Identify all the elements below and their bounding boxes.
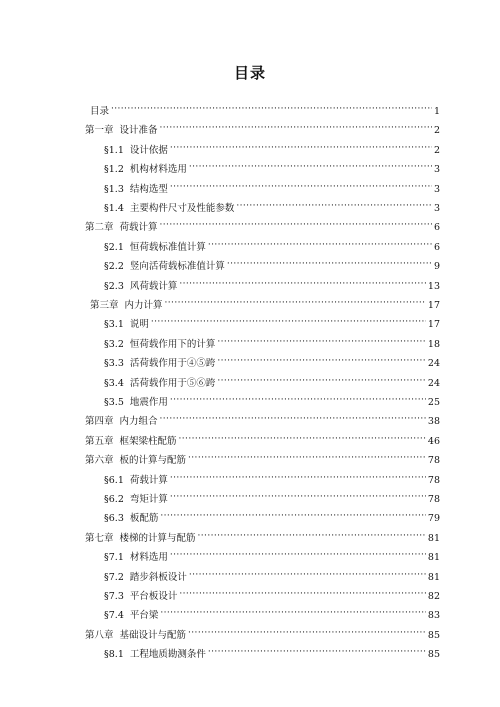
toc-page-number: 18 bbox=[427, 338, 440, 350]
dot-leader bbox=[170, 180, 432, 192]
toc-entry-number: §7.2 bbox=[104, 571, 124, 583]
toc-entry-label bbox=[104, 203, 234, 215]
toc-entry-text: 说明 bbox=[129, 319, 149, 331]
toc-entry-text: 主要构件尺寸及性能参数 bbox=[129, 203, 235, 214]
dot-leader bbox=[179, 587, 426, 599]
dot-leader bbox=[170, 393, 426, 405]
toc-entry-label bbox=[104, 184, 168, 196]
toc-page-number: 38 bbox=[427, 416, 440, 428]
toc-entry-text: 结构选型 bbox=[129, 183, 168, 195]
toc-page-number: 2 bbox=[433, 144, 440, 156]
toc-entry-number: §8.1 bbox=[104, 649, 124, 661]
dot-leader bbox=[188, 626, 426, 638]
toc-entry-label bbox=[104, 261, 225, 273]
dot-leader bbox=[160, 412, 426, 424]
dot-leader bbox=[170, 490, 426, 502]
toc-entry-text: 弯矩计算 bbox=[129, 494, 168, 505]
dot-leader bbox=[217, 335, 426, 347]
toc-chapter-entry[interactable] bbox=[85, 432, 440, 448]
toc-page-number: 78 bbox=[427, 474, 440, 486]
toc-section-entry[interactable] bbox=[104, 315, 440, 331]
dot-leader bbox=[170, 471, 426, 483]
dot-leader bbox=[188, 451, 426, 463]
toc-section-entry[interactable] bbox=[104, 548, 440, 564]
toc-entry-number: §1.4 bbox=[104, 203, 124, 214]
toc-entry-text: 活荷载作用于⑤⑥跨 bbox=[129, 377, 216, 389]
toc-chapter-entry[interactable] bbox=[85, 121, 440, 137]
toc-page-number: 81 bbox=[427, 571, 440, 583]
toc-entry-number: §3.1 bbox=[104, 319, 124, 331]
toc-entry-label bbox=[104, 552, 168, 564]
toc-chapter-entry[interactable] bbox=[85, 218, 440, 234]
toc-entry-number: §2.3 bbox=[104, 280, 124, 292]
toc-section-entry[interactable] bbox=[104, 393, 440, 409]
toc-entry-number: 第六章 bbox=[85, 455, 114, 467]
toc-section-entry[interactable] bbox=[104, 141, 440, 157]
toc-entry-number: §7.1 bbox=[104, 552, 124, 564]
dot-leader bbox=[160, 121, 432, 133]
toc-entry-label bbox=[104, 242, 206, 254]
toc-entry-text: 踏步斜板设计 bbox=[129, 571, 187, 583]
toc-entry-label bbox=[85, 630, 186, 642]
toc-chapter-entry[interactable] bbox=[85, 451, 440, 467]
dot-leader bbox=[170, 141, 432, 153]
toc-page-number: 3 bbox=[433, 203, 440, 214]
toc-entry-number: §6.2 bbox=[104, 494, 124, 505]
toc-section-entry[interactable] bbox=[104, 238, 440, 254]
toc-page-number: 3 bbox=[433, 164, 440, 176]
toc-entry-text: 风荷载计算 bbox=[129, 280, 178, 292]
toc-section-entry[interactable] bbox=[104, 335, 440, 351]
toc-entry-text: 机构材料选用 bbox=[129, 164, 187, 176]
toc-entry-label bbox=[104, 572, 187, 584]
toc-entry-label bbox=[104, 164, 187, 176]
dot-leader bbox=[170, 548, 426, 560]
dot-leader bbox=[160, 509, 426, 521]
toc-chapter-entry[interactable] bbox=[85, 529, 440, 545]
toc-chapter-entry[interactable] bbox=[90, 102, 440, 118]
toc-entry-label bbox=[104, 494, 168, 506]
toc-section-entry[interactable] bbox=[104, 199, 440, 215]
toc-entry-label bbox=[104, 513, 158, 525]
toc-page-number: 81 bbox=[427, 552, 440, 564]
dot-leader bbox=[217, 374, 426, 386]
dot-leader bbox=[160, 606, 426, 618]
toc-section-entry[interactable] bbox=[104, 568, 440, 584]
toc-entry-label bbox=[90, 300, 163, 312]
dot-leader bbox=[160, 218, 432, 230]
toc-entry-text: 内力计算 bbox=[124, 300, 163, 311]
toc-section-entry[interactable] bbox=[104, 257, 440, 273]
toc-entry-number: 第三章 bbox=[90, 300, 119, 311]
toc-page-number: 85 bbox=[427, 649, 440, 661]
toc-section-entry[interactable] bbox=[104, 277, 440, 293]
toc-page-number: 79 bbox=[427, 513, 440, 525]
toc-section-entry[interactable] bbox=[104, 180, 440, 196]
toc-section-entry[interactable] bbox=[104, 490, 440, 506]
toc-entry-label bbox=[90, 106, 109, 118]
toc-entry-number: §3.2 bbox=[104, 338, 124, 350]
toc-entry-text: 基础设计与配筋 bbox=[119, 629, 187, 641]
dot-leader bbox=[198, 529, 426, 541]
toc-section-entry[interactable] bbox=[104, 374, 440, 390]
toc-entry-number: §6.3 bbox=[104, 513, 124, 525]
toc-page-number: 78 bbox=[427, 455, 440, 467]
toc-entry-text: 平台梁 bbox=[129, 610, 159, 622]
toc-page-number: 25 bbox=[427, 397, 440, 408]
toc-page-number: 85 bbox=[427, 629, 440, 641]
toc-entry-text: 板的计算与配筋 bbox=[119, 455, 187, 467]
toc-entry-number: §7.3 bbox=[104, 591, 124, 602]
dot-leader bbox=[189, 160, 432, 172]
page-title: 目录 bbox=[233, 64, 266, 82]
toc-section-entry[interactable] bbox=[104, 645, 440, 661]
toc-entry-number: §3.4 bbox=[104, 377, 124, 389]
toc-entry-number: §3.5 bbox=[104, 397, 124, 408]
toc-entry-label bbox=[85, 222, 158, 234]
toc-entry-label bbox=[85, 455, 186, 467]
toc-entry-text: 材料选用 bbox=[129, 552, 168, 564]
toc-page-number: 6 bbox=[433, 222, 440, 234]
toc-page-number: 24 bbox=[427, 358, 440, 370]
dot-leader bbox=[208, 645, 426, 657]
dot-leader bbox=[111, 102, 432, 114]
toc-entry-text: 荷载计算 bbox=[119, 222, 158, 234]
dot-leader bbox=[208, 238, 432, 250]
toc-entry-text: 活荷载作用于④⑤跨 bbox=[129, 358, 216, 370]
toc-section-entry[interactable] bbox=[104, 471, 440, 487]
dot-leader bbox=[236, 199, 432, 211]
toc-page-number: 13 bbox=[427, 280, 440, 292]
toc-entry-label bbox=[104, 358, 215, 370]
toc-entry-label bbox=[104, 475, 168, 487]
toc-section-entry[interactable] bbox=[104, 354, 440, 370]
toc-entry-label bbox=[85, 436, 177, 448]
toc-entry-label bbox=[104, 145, 168, 157]
toc-entry-text: 荷载计算 bbox=[129, 474, 168, 486]
toc-entry-text: 设计依据 bbox=[129, 144, 168, 156]
toc-page-number: 1 bbox=[433, 106, 440, 117]
toc-entry-label bbox=[104, 378, 215, 390]
toc-entry-number: §1.3 bbox=[104, 183, 124, 195]
toc-chapter-entry[interactable] bbox=[90, 296, 440, 312]
toc-entry-number: §1.1 bbox=[104, 144, 124, 156]
dot-leader bbox=[165, 296, 426, 308]
toc-entry-text: 工程地质勘测条件 bbox=[129, 649, 206, 661]
toc-entry-text: 恒荷载标准值计算 bbox=[129, 241, 206, 253]
toc-chapter-entry[interactable] bbox=[85, 626, 440, 642]
toc-entry-number: 第八章 bbox=[85, 629, 114, 641]
toc-page-number: 6 bbox=[433, 241, 440, 253]
toc-page-number: 83 bbox=[427, 610, 440, 622]
toc-page-number: 46 bbox=[427, 435, 440, 447]
dot-leader bbox=[217, 354, 426, 366]
dot-leader bbox=[151, 315, 426, 327]
toc-entry-number: §7.4 bbox=[104, 610, 124, 622]
toc-page-number: 78 bbox=[427, 494, 440, 505]
toc-page-number: 17 bbox=[427, 300, 440, 311]
toc-entry-label bbox=[104, 319, 149, 331]
toc-entry-text: 设计准备 bbox=[119, 125, 158, 137]
toc-entry-text: 恒荷载作用下的计算 bbox=[129, 338, 216, 350]
toc-entry-label bbox=[104, 649, 206, 661]
toc-page-number: 2 bbox=[433, 125, 440, 137]
dot-leader bbox=[179, 277, 426, 289]
toc-entry-text: 框架梁柱配筋 bbox=[119, 435, 177, 447]
toc-entry-label bbox=[104, 339, 215, 351]
toc-chapter-entry[interactable] bbox=[85, 412, 440, 428]
toc-page-number: 9 bbox=[433, 261, 440, 273]
toc-page-number: 24 bbox=[427, 377, 440, 389]
toc-entry-number: 第一章 bbox=[85, 125, 114, 137]
toc-entry-number: 第五章 bbox=[85, 435, 114, 447]
dot-leader bbox=[179, 432, 426, 444]
toc-entry-number: §1.2 bbox=[104, 164, 124, 176]
toc-entry-text: 内力组合 bbox=[119, 416, 158, 428]
toc-section-entry[interactable] bbox=[104, 160, 440, 176]
toc-page-number: 82 bbox=[427, 591, 440, 602]
toc-entry-label bbox=[104, 591, 177, 603]
toc-entry-label bbox=[104, 281, 177, 293]
toc-entry-label bbox=[104, 397, 168, 409]
toc-page-number: 17 bbox=[427, 319, 440, 331]
toc-page-number: 81 bbox=[427, 532, 440, 544]
toc-entry-label bbox=[104, 610, 158, 622]
toc-entry-text: 板配筋 bbox=[129, 513, 159, 525]
toc-entry-number: §3.3 bbox=[104, 358, 124, 370]
toc-entry-text: 地震作用 bbox=[129, 397, 168, 408]
dot-leader bbox=[189, 568, 426, 580]
toc-entry-number: §6.1 bbox=[104, 474, 124, 486]
toc-section-entry[interactable] bbox=[104, 587, 440, 603]
toc-entry-label bbox=[85, 416, 158, 428]
toc-entry-number: 第四章 bbox=[85, 416, 114, 428]
toc-entry-label bbox=[85, 533, 196, 545]
toc-entry-number: 第二章 bbox=[85, 222, 114, 234]
toc-entry-text: 平台板设计 bbox=[129, 591, 178, 602]
toc-page-number: 3 bbox=[433, 183, 440, 195]
toc-entry-number: 第七章 bbox=[85, 532, 114, 544]
toc-entry-text: 目录 bbox=[90, 106, 110, 117]
toc-entry-number: §2.1 bbox=[104, 241, 124, 253]
toc-entry-text: 楼梯的计算与配筋 bbox=[119, 532, 196, 544]
toc-entry-text: 竖向活荷载标准值计算 bbox=[129, 261, 225, 273]
toc-entry-label bbox=[85, 125, 158, 137]
toc-entry-number: §2.2 bbox=[104, 261, 124, 273]
dot-leader bbox=[227, 257, 432, 269]
toc-section-entry[interactable] bbox=[104, 606, 440, 622]
toc-section-entry[interactable] bbox=[104, 509, 440, 525]
